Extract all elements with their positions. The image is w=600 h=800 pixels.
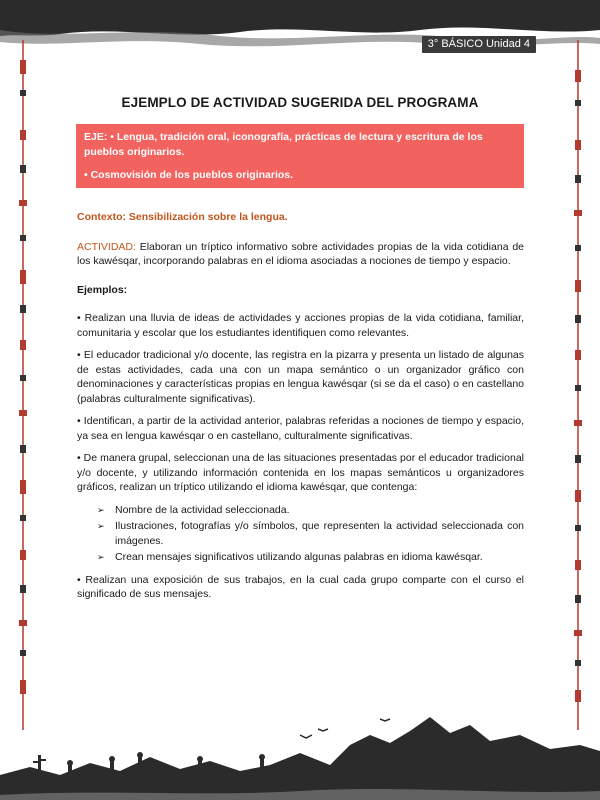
right-decorative-border [571, 40, 585, 730]
example-paragraph-2: • El educador tradicional y/o docente, las registra en la pizarra y presenta un listado de algunas de estas actividades, cada una con un mapa semántico o un organizador gráfico con denominaciones y características propias en lengua kawésqar (si se da el caso) o en castellano (palabras culturalmente significativas). [77, 349, 524, 405]
example-paragraph-3: • Identifican, a partir de la actividad anterior, palabras referidas a nociones de tiempo y espacio, ya sea en lengua kawésqar o en castellano, culturalmente significativas. [77, 415, 524, 442]
arrow-bullet-icon: ➢ [97, 521, 105, 531]
ejemplos-heading: Ejemplos: [77, 283, 128, 296]
left-decorative-border [16, 40, 30, 730]
list-item: ➢ Nombre de la actividad seleccionada. [97, 503, 290, 516]
example-paragraph-4: • De manera grupal, seleccionan una de las situaciones presentadas por el educador tradicional y/o docente, y utilizando información contenida en los mapas semánticos u organizadores gráficos, realizan un tríptico utilizando el idioma kawésqar, que contenga: [77, 452, 524, 493]
actividad-paragraph [77, 240, 524, 269]
arrow-bullet-icon: ➢ [97, 552, 105, 562]
list-item: ➢ Crean mensajes significativos utilizando algunas palabras en idioma kawésqar. [97, 551, 483, 563]
list-item: ➢ Ilustraciones, fotografías y/o símbolos, que representen la actividad seleccionada con imágenes. [97, 520, 524, 547]
actividad-text: Elaboran un tríptico informativo sobre actividades propias de la vida cotidiana de los kawésqar, incorporando palabras en el idioma asociadas a nociones de tiempo y espacio. [77, 240, 524, 267]
grade-badge: 3° BÁSICO Unidad 4 [422, 36, 536, 53]
eje-box [76, 124, 524, 188]
bottom-silhouette-band [0, 705, 600, 800]
arrow-bullet-icon: ➢ [97, 504, 105, 515]
eje-line-1: EJE: • Lengua, tradición oral, iconografía, prácticas de lectura y escritura de los pueblos originarios. [84, 131, 483, 158]
triptych-contents-list [77, 503, 524, 565]
activity-content [77, 210, 524, 602]
eje-line-2: • Cosmovisión de los pueblos originarios. [84, 169, 294, 181]
closing-paragraph: • Realizan una exposición de sus trabajos, en la cual cada grupo comparte con el curso el significado de sus mensajes. [77, 573, 524, 600]
contexto-heading: Contexto: Sensibilización sobre la lengua. [77, 211, 288, 223]
actividad-label: ACTIVIDAD: [77, 240, 136, 253]
example-paragraph-1: • Realizan una lluvia de ideas de actividades y acciones propias de la vida cotidiana, familiar, comunitaria y escolar que los estudiantes identifiquen como relevantes. [77, 312, 524, 339]
page-title: EJEMPLO DE ACTIVIDAD SUGERIDA DEL PROGRAMA [121, 95, 479, 110]
